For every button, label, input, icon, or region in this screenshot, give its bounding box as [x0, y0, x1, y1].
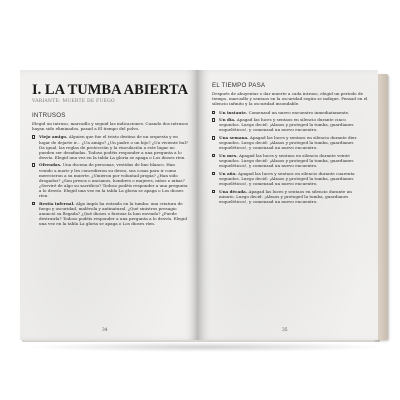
list-item	[212, 171, 368, 186]
item-text: Apagad las luces y sentaos en silencio durante cinco segundos. Luego decid: ¡Alzaos y proteged la tumba, guardianes esqueléticos!, y comenzad un nuevo encuentro.	[219, 117, 354, 133]
item-title: Un instante.	[219, 109, 248, 115]
item-title: Un mes.	[219, 153, 238, 159]
intro-paragraph: Después de ahuyentar o dar muerte a cada intruso, elegid un período de tiempo, marcadlo y sentaos en la oscuridad según se indique. Pensad en el silencio infinito y la oscuridad insondable.	[212, 91, 368, 107]
section-heading-intrusos: INTRUSOS	[32, 112, 66, 119]
checkbox-icon[interactable]	[212, 172, 215, 175]
item-title: Una década.	[219, 188, 248, 194]
checkbox-icon[interactable]	[32, 163, 35, 166]
checkbox-icon[interactable]	[212, 118, 215, 121]
item-title: Bestia infernal.	[39, 200, 75, 206]
page-number-left: 34	[102, 328, 108, 333]
intro-paragraph: Elegid un intruso, marcadlo y seguid las indicaciones. Cuando dos intrusos hayan sido eliminados, pasad a El tiempo del polvo.	[32, 121, 188, 132]
open-book	[16, 70, 388, 345]
item-text: Comenzad un nuevo encuentro inmediatamente.	[248, 109, 350, 115]
item-title: Una semana.	[219, 135, 249, 141]
left-page	[20, 70, 198, 340]
checkbox-icon[interactable]	[32, 135, 35, 138]
item-title: Viejo amigo.	[39, 134, 68, 140]
item-text: Alguien que fue el tristo destino de un orquesta y en lugar de dejarte ir... ¿Un amigo? ¿Un padre o un hijo? ¿Un viviente bul? Da igual. las reglas de protección y la vinculación a este lugar no pueden ser desafiadas. Todoso podéis responder a una pregunta a lo desvío. Elegid una vez en la tabla La gloria se apaga o Los dioses ríen.	[39, 134, 188, 160]
page-number-right: 35	[282, 328, 288, 333]
chapter-title: I. LA TUMBA ABIERTA	[32, 82, 189, 98]
list-item	[212, 117, 368, 132]
checkbox-icon[interactable]	[212, 190, 215, 193]
item-text: Apagad las luces y sentaos en silencio durante diez segundos. Luego decid: ¡Alzaos y proteged la tumba, guardianes esqueléticos!, y comenzad un nuevo encuentro.	[219, 135, 357, 151]
section-heading-tiempo: EL TIEMPO PASA	[212, 82, 266, 89]
list-item	[32, 134, 188, 159]
item-title: Un día.	[219, 117, 236, 123]
list-item	[212, 110, 368, 115]
list-item	[212, 135, 368, 150]
item-title: Un año.	[219, 170, 237, 176]
list-item	[32, 201, 188, 226]
item-text: Apagad las luces y sentaos en silencio durante un minuto. Luego decid: ¡Alzaos y proteged la tumba, guardianes esqueléticos!, y comenzad un nuevo encuentro.	[219, 188, 352, 204]
item-text: Apagad las luces y sentaos en silencio durante veinte segundos. Luego decid: ¡Alzaos y proteged la tumba, guardianes esqueléticos!, y comenzad un nuevo encuentro.	[219, 153, 354, 169]
list-item	[32, 162, 188, 198]
item-text: Apagad las luces y sentaos en silencio durante cuarenta segundos. Luego decid: ¡Alzaos y proteged la tumba, guardianes esqueléticos!, y comenzad un nuevo encuentro.	[219, 170, 355, 187]
checkbox-icon[interactable]	[32, 202, 35, 205]
checkbox-icon[interactable]	[212, 136, 215, 139]
list-item	[212, 189, 368, 204]
item-text: Una docena de personas, vestidas de lino blanco. Han venido a morir y les concedieron su deseo, sus cosas para ir como merecieron a su muerte. ¿Vinieron por voluntad propia? ¿Han sido drogados? ¿Son presos o ancianos, hombres o mujeres, niños o niñas? ¿Serviré de algo su sacrificio? Todoso podéis responder a una pregunta a lo desvío. Elegid una vez en la tabla La gloria se apaga o Los dioses ríen.	[39, 162, 188, 199]
checkbox-icon[interactable]	[212, 111, 215, 114]
list-item	[212, 153, 368, 168]
item-text: Algo impío ha entrado en la tumba: una criatura de fuego y oscuridad, malévola y antinatural. ¿Qué sinistros presagio anunció su llegada? ¿Qué dioses o fuerzas la han enviado? ¿Puede destruirla? Todoso podéis responder a una pregunta a lo desvío. Elegid una vez en la tabla La gloria se apaga o Los dioses ríen.	[39, 200, 187, 227]
right-page	[198, 70, 378, 340]
checkbox-icon[interactable]	[212, 154, 215, 157]
item-title: Ofrendas.	[39, 162, 62, 168]
chapter-variant: VARIANTE: MUERTE DE FUEGO	[32, 99, 115, 104]
